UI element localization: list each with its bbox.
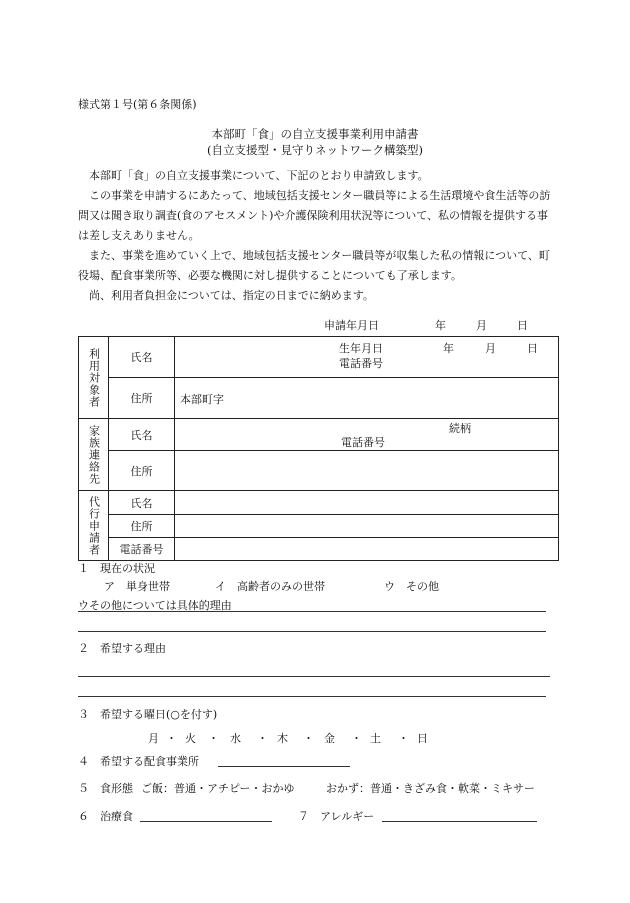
application-date-month: 月 bbox=[476, 319, 487, 332]
paragraph-2: この事業を申請するにあたって、地域包括支援センター職員等による生活環境や食生活等の訪問又は聞き取り調査(食のアセスメント)や介護保険利用状況等について、私の情報を提供する事は差し支えありません。 bbox=[78, 189, 551, 242]
weekday-sep: ・ bbox=[208, 732, 219, 745]
form-title: 本部町「食」の自立支援事業利用申請書 bbox=[211, 127, 419, 141]
birth-day: 日 bbox=[527, 342, 538, 355]
weekday-tue[interactable]: 火 bbox=[185, 732, 196, 745]
section1-reason-line-2[interactable] bbox=[78, 631, 546, 632]
delivery-provider-line[interactable] bbox=[218, 766, 350, 767]
side-dish-options[interactable]: おかず：普通・きざみ食・軟菜・ミキサー bbox=[326, 782, 535, 795]
family-relation-label: 続柄 bbox=[449, 422, 471, 435]
paragraph-1: 本部町「食」の自立支援事業について、下記のとおり申請致します。 bbox=[89, 169, 429, 182]
form-subtitle: (自立支援型・見守りネットワーク構築型) bbox=[207, 143, 423, 157]
weekday-sat[interactable]: 土 bbox=[370, 732, 381, 745]
section1-option-b[interactable]: イ 高齢者のみの世帯 bbox=[215, 580, 325, 593]
section1-option-c[interactable]: ウ その他 bbox=[384, 580, 439, 593]
section1-other-reason-label: ウその他については具体的理由 bbox=[78, 599, 232, 612]
allergy-line[interactable] bbox=[382, 821, 537, 822]
user-phone-label: 電話番号 bbox=[339, 357, 383, 370]
weekday-sun[interactable]: 日 bbox=[417, 732, 428, 745]
rice-options[interactable]: ご飯：普通・アチピー・おかゆ bbox=[141, 782, 295, 795]
user-name-label: 氏名 bbox=[109, 337, 175, 378]
paragraph-4: 尚、利用者負担金については、指定の日までに納めます。 bbox=[89, 289, 374, 302]
application-date-day: 日 bbox=[517, 319, 528, 332]
agent-address-field[interactable] bbox=[175, 515, 559, 538]
section4-title: ４ 希望する配食事業所 bbox=[78, 755, 199, 768]
application-date-year: 年 bbox=[435, 319, 446, 332]
section2-reason-line-1[interactable] bbox=[78, 676, 550, 677]
weekday-sep: ・ bbox=[351, 732, 362, 745]
user-address-prefill: 本部町字 bbox=[180, 393, 224, 406]
section1-option-a[interactable]: ア 単身世帯 bbox=[104, 580, 170, 593]
family-group-cell bbox=[79, 419, 109, 491]
weekday-sep: ・ bbox=[166, 732, 177, 745]
section3-title: ３ 希望する曜日(○を付す) bbox=[78, 708, 218, 721]
birth-month: 月 bbox=[485, 342, 496, 355]
agent-name-field[interactable] bbox=[175, 491, 559, 515]
birth-year: 年 bbox=[443, 342, 454, 355]
weekday-thu[interactable]: 木 bbox=[277, 732, 288, 745]
therapeutic-diet-line[interactable] bbox=[140, 821, 272, 822]
section1-title: １ 現在の状況 bbox=[78, 562, 155, 575]
section6-title: ６ 治療食 bbox=[78, 810, 133, 823]
birth-date-label: 生年月日 bbox=[339, 342, 383, 355]
weekday-sep: ・ bbox=[398, 732, 409, 745]
section2-reason-line-2[interactable] bbox=[78, 696, 546, 697]
agent-phone-field[interactable] bbox=[175, 538, 559, 561]
section1-reason-line-1[interactable] bbox=[78, 611, 546, 612]
paragraph-3: また、事業を進めていく上で、地域包括支援センター職員等が収集した私の情報について、町役場、配食事業所等、必要な機関に対し提供することについても了承します。 bbox=[78, 249, 550, 282]
user-name-field[interactable] bbox=[175, 337, 559, 378]
agent-address-label: 住所 bbox=[109, 515, 175, 538]
agent-name-label: 氏名 bbox=[109, 491, 175, 515]
user-group-cell bbox=[79, 337, 109, 419]
user-address-label: 住所 bbox=[109, 378, 175, 419]
form-number: 様式第１号(第６条関係) bbox=[78, 98, 197, 111]
section5-title: ５ 食形態 bbox=[78, 782, 133, 795]
section7-title: ７ アレルギー bbox=[298, 810, 375, 823]
family-address-field[interactable] bbox=[175, 451, 559, 491]
agent-group-cell bbox=[79, 491, 109, 561]
weekday-sep: ・ bbox=[257, 732, 268, 745]
agent-phone-label: 電話番号 bbox=[109, 538, 175, 561]
family-group-label: 家族連絡先 bbox=[87, 424, 101, 485]
user-group-label: 利用対象者 bbox=[87, 347, 101, 408]
weekday-mon[interactable]: 月 bbox=[148, 732, 159, 745]
family-name-label: 氏名 bbox=[109, 419, 175, 451]
family-address-label: 住所 bbox=[109, 451, 175, 491]
section2-title: ２ 希望する理由 bbox=[78, 642, 166, 655]
application-date-label: 申請年月日 bbox=[324, 319, 379, 332]
family-name-field[interactable] bbox=[175, 419, 559, 451]
applicant-table bbox=[78, 336, 559, 561]
family-phone-label: 電話番号 bbox=[341, 436, 385, 449]
weekday-fri[interactable]: 金 bbox=[324, 732, 335, 745]
weekday-sep: ・ bbox=[303, 732, 314, 745]
user-address-field[interactable] bbox=[175, 378, 559, 419]
agent-group-label: 代行申請者 bbox=[87, 495, 101, 556]
weekday-wed[interactable]: 水 bbox=[230, 732, 241, 745]
